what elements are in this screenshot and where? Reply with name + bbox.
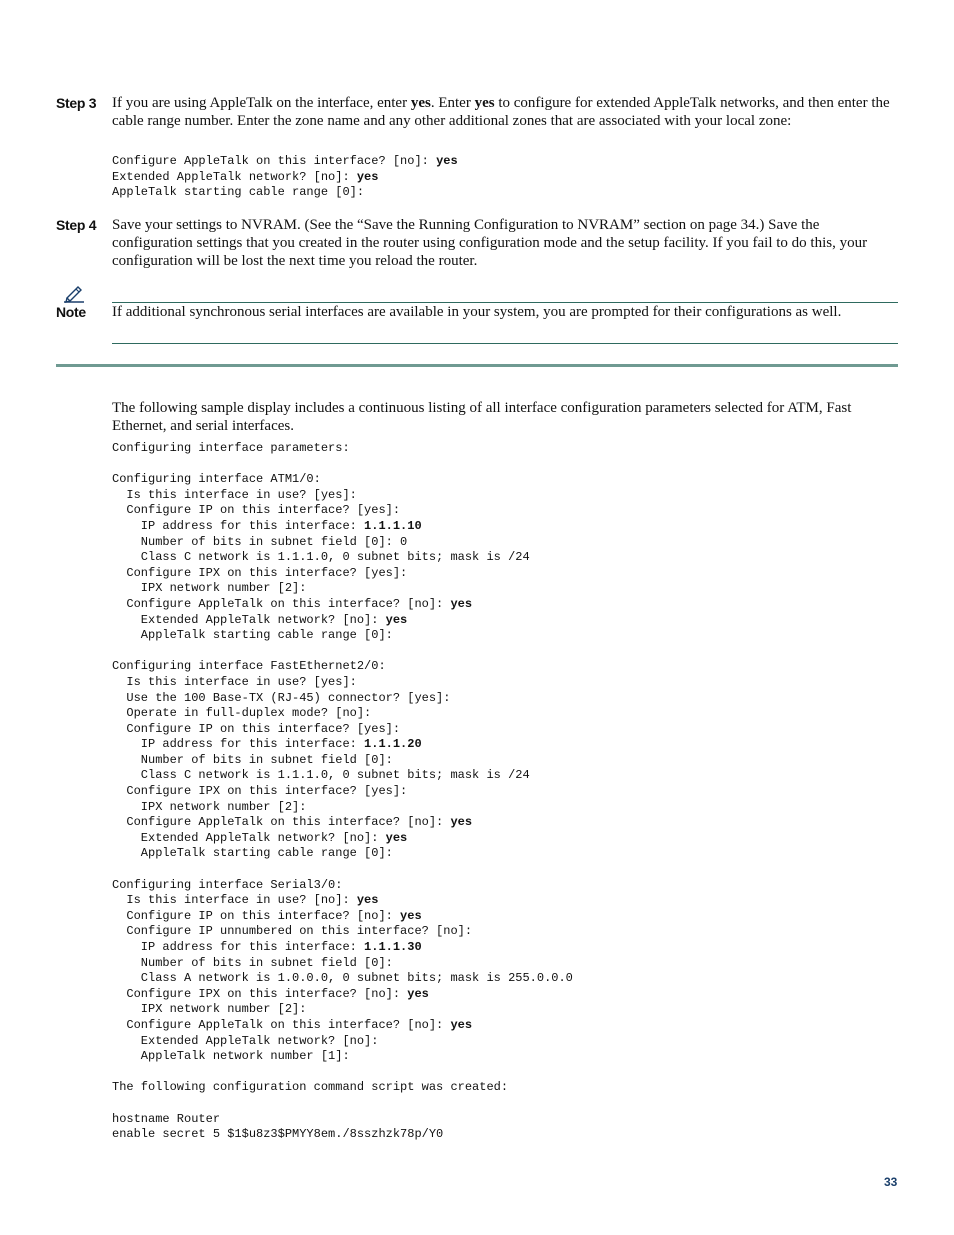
section-divider — [56, 364, 898, 367]
listing-line: Extended AppleTalk network? [no]: yes — [112, 830, 408, 845]
listing-line — [112, 457, 573, 473]
step-3-label: Step 3 — [56, 95, 97, 111]
step-3-bold-yes-1: yes — [410, 95, 431, 111]
listing-line: Number of bits in subnet field [0]: — [112, 955, 393, 970]
listing-line: Configuring interface ATM1/0: — [112, 472, 321, 487]
step-3-text: If you are using AppleTalk on the interface, enter yes. Enter yes to configure for extended AppleTalk networks, and then enter the cable range number. Enter the zone name and any other additional zones that are associated with your local zone: — [112, 95, 890, 129]
listing-line: hostname Router — [112, 1111, 221, 1126]
note-bottom-rule — [112, 343, 898, 344]
listing-line: Configuring interface FastEthernet2/0: — [112, 659, 386, 674]
step-3-code-block — [112, 154, 458, 201]
note-text: If additional synchronous serial interfaces are available in your system, you are prompted for their configurations as well. — [112, 304, 842, 320]
step-4-label: Step 4 — [56, 217, 97, 233]
listing-line: IP address for this interface: 1.1.1.10 — [112, 518, 422, 533]
listing-line: Extended AppleTalk network? [no]: — [112, 1033, 379, 1048]
listing-line: IPX network number [2]: — [112, 799, 307, 814]
step-4-text: Save your settings to NVRAM. (See the “Save the Running Configuration to NVRAM” section on page 34.) Save the configuration settings that you created in the router using configuration mode and the setup facility. If you fail to do this, your configuration will be lost the next time you reload the router. — [112, 217, 868, 269]
listing-line: Use the 100 Base-TX (RJ-45) connector? [yes]: — [112, 690, 451, 705]
listing-line: Operate in full-duplex mode? [no]: — [112, 706, 372, 721]
listing-line: Configure AppleTalk on this interface? [no]: yes — [112, 596, 473, 611]
page-number: 33 — [884, 1175, 898, 1189]
listing-line: Configure IP on this interface? [yes]: — [112, 503, 401, 518]
listing-line: Number of bits in subnet field [0]: 0 — [112, 534, 408, 549]
listing-line: Is this interface in use? [yes]: — [112, 487, 357, 502]
listing-line: IPX network number [2]: — [112, 581, 307, 596]
listing-line: Configure IPX on this interface? [yes]: — [112, 784, 408, 799]
pencil-icon — [62, 283, 86, 303]
listing-line: AppleTalk starting cable range [0]: — [112, 846, 393, 861]
listing-line — [112, 644, 573, 660]
listing-line: IP address for this interface: 1.1.1.30 — [112, 940, 422, 954]
listing-line: Is this interface in use? [no]: yes — [112, 893, 379, 908]
listing-line — [112, 1065, 573, 1081]
code-line: Configure AppleTalk on this interface? [no]: yes — [112, 154, 458, 168]
config-listing — [112, 441, 573, 1143]
listing-line: Configure IPX on this interface? [no]: yes — [112, 986, 429, 1001]
listing-line: AppleTalk starting cable range [0]: — [112, 628, 393, 643]
listing-line: enable secret 5 $1$u8z3$PMYY8em./8sszhzk78p/Y0 — [112, 1127, 444, 1142]
listing-line: Configure IPX on this interface? [yes]: — [112, 565, 408, 580]
listing-line: Configure IP unnumbered on this interface? [no]: — [112, 924, 473, 939]
listing-line: AppleTalk network number [1]: — [112, 1049, 350, 1064]
listing-line: IP address for this interface: 1.1.1.20 — [112, 737, 422, 752]
step-3-bold-yes-2: yes — [474, 95, 495, 111]
code-line: AppleTalk starting cable range [0]: — [112, 185, 365, 200]
listing-line: Configure IP on this interface? [no]: yes — [112, 908, 422, 923]
listing-line: Class C network is 1.1.1.0, 0 subnet bits; mask is /24 — [112, 550, 530, 565]
note-label: Note — [56, 304, 86, 320]
listing-line: Configuring interface Serial3/0: — [112, 877, 343, 892]
listing-line: Configure AppleTalk on this interface? [no]: yes — [112, 1017, 473, 1032]
listing-line: Extended AppleTalk network? [no]: yes — [112, 612, 408, 627]
listing-line: Is this interface in use? [yes]: — [112, 674, 357, 689]
code-line: Extended AppleTalk network? [no]: yes — [112, 169, 379, 184]
listing-line: Configure AppleTalk on this interface? [no]: yes — [112, 815, 473, 830]
listing-line: Configuring interface parameters: — [112, 441, 350, 455]
listing-line: Class C network is 1.1.1.0, 0 subnet bits; mask is /24 — [112, 768, 530, 783]
listing-line: Class A network is 1.0.0.0, 0 subnet bits; mask is 255.0.0.0 — [112, 971, 573, 986]
listing-line: Number of bits in subnet field [0]: — [112, 752, 393, 767]
intro-paragraph: The following sample display includes a continuous listing of all interface configuration parameters selected for ATM, Fast Ethernet, and serial interfaces. — [112, 400, 852, 434]
listing-line — [112, 1096, 573, 1112]
listing-line: Configure IP on this interface? [yes]: — [112, 721, 401, 736]
listing-line: The following configuration command script was created: — [112, 1080, 509, 1095]
listing-line: IPX network number [2]: — [112, 1002, 307, 1017]
listing-line — [112, 862, 573, 878]
